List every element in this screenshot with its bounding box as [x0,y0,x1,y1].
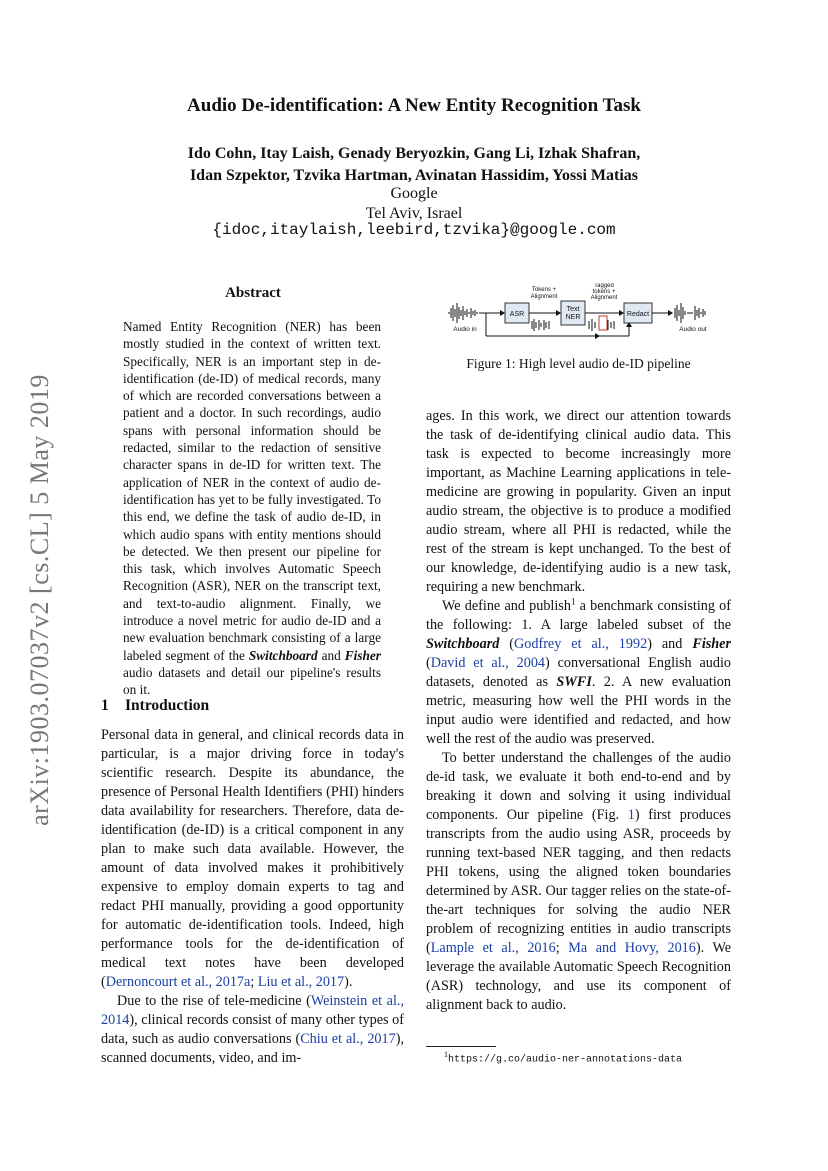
abstract-and: and [317,647,345,663]
audio-out-label: Audio out [679,326,707,333]
citation-link[interactable]: Dernoncourt et al., 2017a [105,974,251,990]
section-title: Introduction [125,697,210,714]
intro-p2-text: ), clinical records consist of many other types of data, such as audio conversations ( [101,1012,404,1047]
figure-caption: Figure 1: High level audio de-ID pipeline [466,356,691,371]
citation-link[interactable]: Chiu et al., 2017 [300,1031,396,1047]
footnote [444,1050,682,1065]
figure-pipeline-diagram [446,283,716,341]
p2-text: ( [426,655,431,671]
intro-paragraph-1 [101,726,404,992]
right-paragraph-1: ages. In this work, we direct our attention towards the task of de-identifying clinical audio data. This task is expected to become increasingly more important, as Machine Learning applications in tele-medicine are growing in popularity. Given an input audio stream, the objective is to produce a modified audio stream, where all PHI is redacted, while the rest of the stream is kept unchanged. To the best of our knowledge, de-identifying audio is a new task, requiring a new benchmark. [426,408,731,595]
citation-link[interactable]: Godfrey et al., 1992 [514,636,648,652]
figure-reference-link[interactable]: 1 [627,807,635,823]
text-ner-label-1: Text [566,306,580,313]
intro-p2-text: Due to the rise of tele-medicine ( [117,993,311,1009]
tokens-alignment-label-1: Tokens + [531,287,557,293]
intro-p1-text: Personal data in general, and clinical records data in particular, is a major driving force in today's scientific research. Despite its abundance, the presence of Personal Health Identifiers (PHI) hinders data availability for researchers. Therefore, data de-identification (de-ID) is a critical component in any plan to make such data available. However, the amount of data involved makes it prohibitively expensive to employ domain experts to tag and redact PHI manually, providing a good opportunity for automatic de-identification tools. Indeed, high performance tools for the de-identification of medical text notes have been developed ( [101,727,404,990]
p3-text: ) first produces transcripts from the audio using ASR, proceeds by running text-based NER tagging, and then redacts PHI tokens, using the aligned token boundaries determined by ASR. Our tagger relies on the state-of-the-art techniques for solving the audio NER problem of recognizing entities in audio transcripts ( [426,807,731,956]
tagged-label-2: tokens + [592,289,616,295]
p2-text: ( [499,636,515,652]
section-heading-introduction [101,697,209,715]
abstract-body [123,318,381,699]
arxiv-id: arXiv:1903.07037v2 [cs.CL] 5 May 2019 [25,374,54,826]
right-paragraph-2 [426,597,731,749]
right-column-body [426,407,731,1015]
abstract-switchboard: Switchboard [248,647,318,663]
citation-link[interactable]: Weinstein et al., 2014 [101,993,404,1028]
p2-text: ) conversational English audio datasets, denoted as [426,655,731,690]
author-email: {idoc,itaylaish,leebird,tzvika}@google.com [212,221,616,239]
dataset-swfi: SWFI [556,674,592,690]
affiliation-block [0,184,828,224]
aligned-waveform-icon [532,319,549,331]
affiliation: Google [390,185,438,202]
citation-link[interactable]: Liu et al., 2017 [257,974,345,990]
citation-link[interactable]: Ma and Hovy, 2016 [568,940,696,956]
waveform-out-icon [675,303,705,323]
abstract-heading: Abstract [225,285,281,301]
right-paragraph-3 [426,749,731,1015]
redact-box-label: Redact [626,311,650,318]
dataset-switchboard: Switchboard [426,636,500,652]
intro-p1-end: ). [344,974,353,990]
tagged-waveform-icon [589,319,614,331]
footnote-url[interactable]: https://g.co/audio-ner-annotations-data [448,1054,683,1066]
citation-link[interactable]: Lample et al., 2016 [430,940,556,956]
footnote-divider [426,1046,496,1047]
author-list [0,143,828,187]
p2-text: a benchmark consisting of the following: 1. A large labeled subset of the [426,598,732,633]
section-number: 1 [101,697,109,714]
text-ner-label-2: NER [565,314,581,321]
tokens-alignment-label-2: Alignment [530,294,558,300]
waveform-in-icon [448,303,477,323]
citation-separator: ; [250,974,258,990]
footnote-number: 1 [444,1050,448,1059]
citation-link[interactable]: David et al., 2004 [430,655,546,671]
asr-box-label: ASR [509,311,525,318]
p2-text: We define and publish [442,598,571,614]
paper-title: Audio De-identification: A New Entity Recognition Task [187,95,641,116]
introduction-body [101,726,404,1068]
intro-paragraph-2 [101,992,404,1068]
arxiv-sidebar-stamp [20,360,60,840]
p3-text: To better understand the challenges of the audio de-id task, we evaluate it both end-to-end and by breaking it down and solving it using individual components. Our pipeline (Fig. [426,750,731,823]
dataset-fisher: Fisher [692,636,731,652]
footnote-marker[interactable]: 1 [570,596,576,607]
tagged-label-3: Alignment [590,295,618,301]
abstract-text-1: Named Entity Recognition (NER) has been mostly studied in the context of written text. Specifically, NER is an important step in de-identification (de-ID) of medical records, many of which are recorded conversations between a patient and a doctor. In such recordings, audio spans with personal information should be redacted, similar to the redaction of sensitive character spans in de-ID for written text. The application of NER in the context of audio de-identification has yet to be fully investigated. To this end, we define the task of audio de-ID, in which audio spans with entity mentions should be detected. We then present our pipeline for this task, which involves Automatic Speech Recognition (ASR), NER on the transcript text, and text-to-audio alignment. Finally, we introduce a novel metric for audio de-ID and a new evaluation benchmark consisting of a large labeled segment of the [123,319,381,663]
abstract-text-2: audio datasets and detail our pipeline's results on it. [123,664,381,698]
intro-p2-text: ), scanned documents, video, and im- [101,1031,404,1066]
authors-line-2: Idan Szpektor, Tzvika Hartman, Avinatan Hassidim, Yossi Matias [189,167,639,184]
pipeline-diagram-svg [446,283,716,341]
abstract-fisher: Fisher [344,647,381,663]
p2-text: ) and [647,636,693,652]
authors-line-1: Ido Cohn, Itay Laish, Genady Beryozkin, Gang Li, Izhak Shafran, [187,145,641,162]
tagged-label-1: Tagged [594,283,614,289]
audio-in-label: Audio in [453,326,477,333]
p3-text: ). We leverage the available Automatic Speech Recognition (ASR) technology, and use its component of alignment back to audio. [426,940,731,1013]
p2-text: . 2. A new evaluation metric, measuring how well the PHI words in the input audio were identified and redacted, and how well the rest of the audio was preserved. [426,674,731,747]
location: Tel Aviv, Israel [365,205,463,222]
citation-separator: ; [555,940,569,956]
